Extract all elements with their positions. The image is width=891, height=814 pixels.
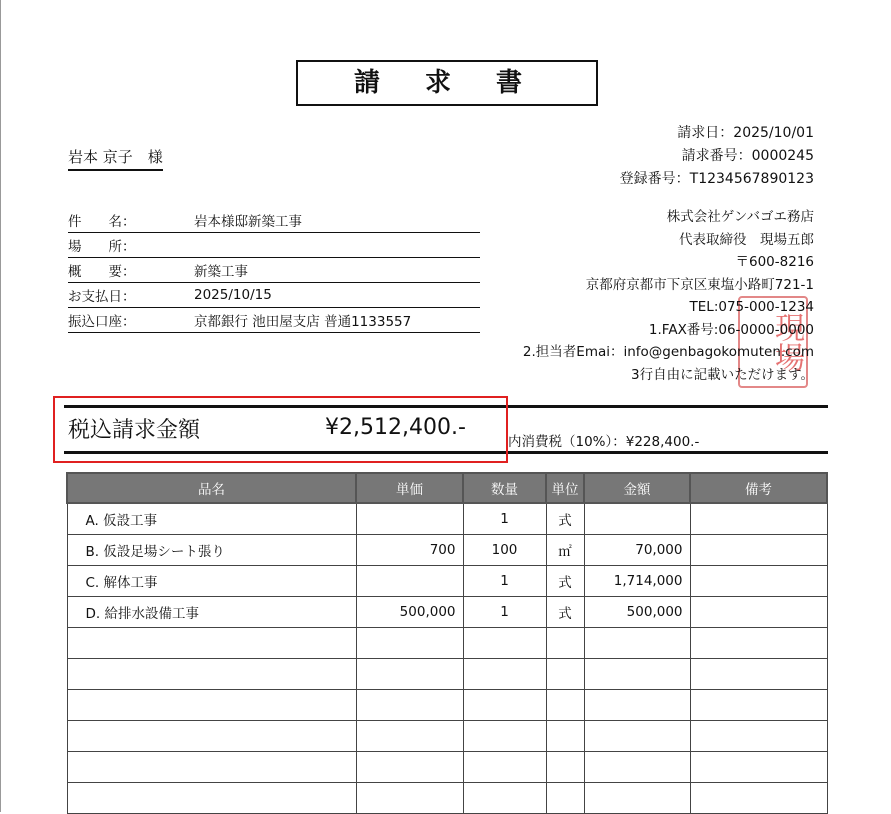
header-quantity: 数量 — [463, 473, 546, 503]
table-cell — [690, 752, 827, 783]
table-cell — [67, 690, 356, 721]
table-cell — [690, 721, 827, 752]
header-notes: 備考 — [690, 473, 827, 503]
page-edge — [0, 0, 1, 812]
table-cell — [690, 503, 827, 535]
invoice-meta — [620, 122, 814, 191]
table-cell: B. 仮設足場シート張り — [67, 535, 356, 566]
company-address: 京都府京都市下京区東塩小路町721-1 — [585, 276, 814, 293]
table-cell — [67, 721, 356, 752]
table-cell: 式 — [546, 566, 584, 597]
table-cell: ㎡ — [546, 535, 584, 566]
table-cell — [67, 659, 356, 690]
table-cell — [463, 721, 546, 752]
invoice-number: 請求番号：0000245 — [681, 148, 814, 164]
info-value: 京都銀行 池田屋支店 普通1133557 — [194, 314, 412, 330]
table-row — [67, 535, 827, 566]
table-cell — [356, 503, 463, 535]
company-rep: 代表取締役 現場五郎 — [679, 231, 814, 248]
table-cell — [690, 628, 827, 659]
items-table — [66, 472, 828, 814]
table-row — [67, 752, 827, 783]
info-label: 振込口座： — [68, 314, 136, 330]
table-cell: 70,000 — [584, 535, 690, 566]
tax-amount: 内消費税（10%）：¥228,400.- — [508, 434, 700, 450]
total-amount: ¥2,512,400.- — [325, 415, 466, 440]
registration-number: 登録番号：T1234567890123 — [619, 171, 814, 187]
table-cell — [67, 752, 356, 783]
table-cell — [584, 628, 690, 659]
table-cell — [546, 783, 584, 814]
table-cell: 1 — [463, 566, 546, 597]
table-cell — [463, 690, 546, 721]
table-cell — [67, 628, 356, 659]
company-email: 2.担当者Emai：info@genbagokomuten.com — [522, 344, 814, 360]
table-cell — [546, 690, 584, 721]
table-cell: 式 — [546, 597, 584, 628]
table-cell: 500,000 — [356, 597, 463, 628]
table-cell — [67, 783, 356, 814]
table-cell: 1 — [463, 503, 546, 535]
invoice-date: 請求日：2025/10/01 — [677, 125, 814, 141]
info-value: 岩本様邸新築工事 — [194, 214, 302, 230]
header-unit: 単位 — [546, 473, 584, 503]
table-cell — [690, 690, 827, 721]
table-cell: 100 — [463, 535, 546, 566]
table-cell: 式 — [546, 503, 584, 535]
company-info — [523, 206, 814, 386]
table-cell — [584, 752, 690, 783]
table-cell — [356, 628, 463, 659]
table-cell — [356, 783, 463, 814]
company-zip: 〒600-8216 — [735, 254, 814, 270]
table-cell — [584, 659, 690, 690]
table-cell — [463, 659, 546, 690]
table-cell — [546, 659, 584, 690]
table-cell — [356, 752, 463, 783]
table-header — [67, 473, 827, 503]
document-title: 請 求 書 — [296, 60, 598, 106]
table-cell: 700 — [356, 535, 463, 566]
info-label: 概 要： — [68, 264, 136, 280]
company-fax: 1.FAX番号:06-0000-0000 — [648, 321, 814, 338]
table-row — [67, 721, 827, 752]
table-cell — [356, 721, 463, 752]
table-cell: A. 仮設工事 — [67, 503, 356, 535]
table-cell: D. 給排水設備工事 — [67, 597, 356, 628]
info-label: お支払日： — [68, 289, 136, 305]
table-cell: 1,714,000 — [584, 566, 690, 597]
table-cell — [546, 628, 584, 659]
client-name: 岩本 京子 様 — [68, 146, 163, 171]
table-cell — [690, 597, 827, 628]
table-cell — [546, 752, 584, 783]
table-cell — [463, 752, 546, 783]
info-list — [68, 208, 480, 333]
company-seal-stamp: 現場 — [738, 296, 808, 388]
company-tel: TEL:075-000-1234 — [689, 299, 814, 315]
header-amount: 金額 — [584, 473, 690, 503]
highlight-box — [53, 396, 508, 463]
table-cell — [463, 628, 546, 659]
header-unit-price: 単価 — [356, 473, 463, 503]
table-cell — [584, 783, 690, 814]
table-row — [67, 783, 827, 814]
table-cell — [584, 690, 690, 721]
info-row — [68, 258, 480, 283]
table-cell — [690, 659, 827, 690]
table-cell — [690, 783, 827, 814]
table-row — [67, 659, 827, 690]
table-cell — [690, 535, 827, 566]
table-cell — [356, 659, 463, 690]
info-label: 場 所： — [68, 239, 136, 255]
header-item: 品名 — [67, 473, 356, 503]
table-row — [67, 566, 827, 597]
table-row — [67, 597, 827, 628]
info-value: 2025/10/15 — [194, 287, 272, 303]
table-cell — [690, 566, 827, 597]
table-row — [67, 628, 827, 659]
company-free-text: 3行自由に記載いただけます。 — [630, 366, 814, 383]
table-cell — [463, 783, 546, 814]
company-name: 株式会社ゲンバゴエ務店 — [666, 209, 814, 225]
table-row — [67, 503, 827, 535]
table-cell — [546, 721, 584, 752]
info-row — [68, 283, 480, 308]
table-cell — [356, 690, 463, 721]
info-row — [68, 308, 480, 333]
info-value: 新築工事 — [194, 264, 248, 280]
table-row — [67, 690, 827, 721]
table-cell: C. 解体工事 — [67, 566, 356, 597]
table-cell — [356, 566, 463, 597]
table-cell — [584, 721, 690, 752]
info-label: 件 名： — [68, 214, 136, 230]
table-cell: 1 — [463, 597, 546, 628]
info-row — [68, 208, 480, 233]
total-label: 税込請求金額 — [68, 418, 201, 443]
table-cell — [584, 503, 690, 535]
info-row — [68, 233, 480, 258]
table-cell: 500,000 — [584, 597, 690, 628]
